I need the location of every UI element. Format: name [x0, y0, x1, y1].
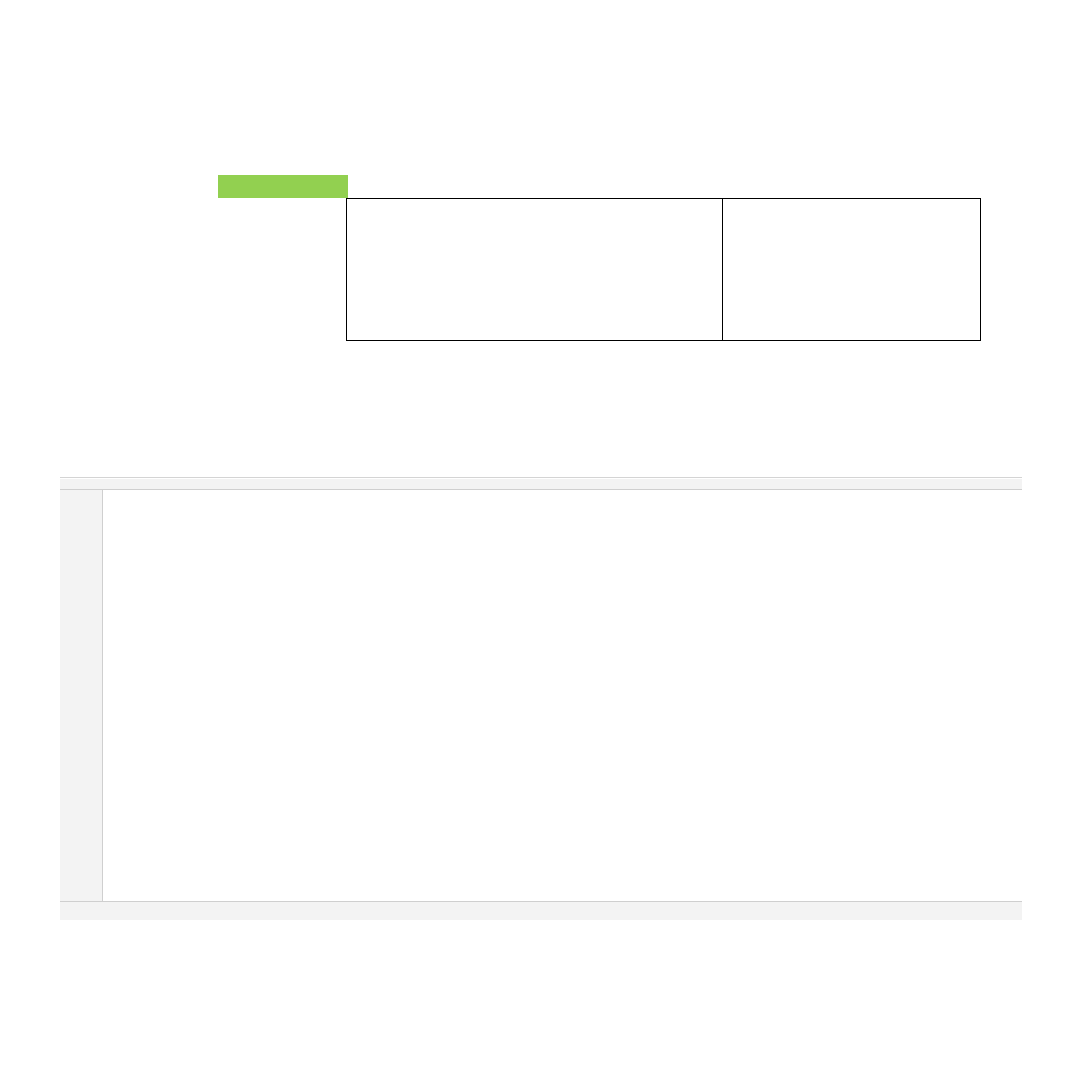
movement-table	[218, 198, 981, 340]
sheet-tabs	[60, 901, 1022, 911]
sheet-grid[interactable]	[103, 490, 1022, 902]
column-headers	[60, 479, 1022, 490]
name-box[interactable]	[63, 464, 113, 475]
formula-bar	[60, 461, 1022, 478]
start-here-label	[218, 175, 348, 198]
row-headers	[60, 490, 103, 902]
excel-window	[60, 461, 1022, 920]
status-bar	[60, 911, 1022, 920]
input-sheet-image	[95, 158, 985, 390]
